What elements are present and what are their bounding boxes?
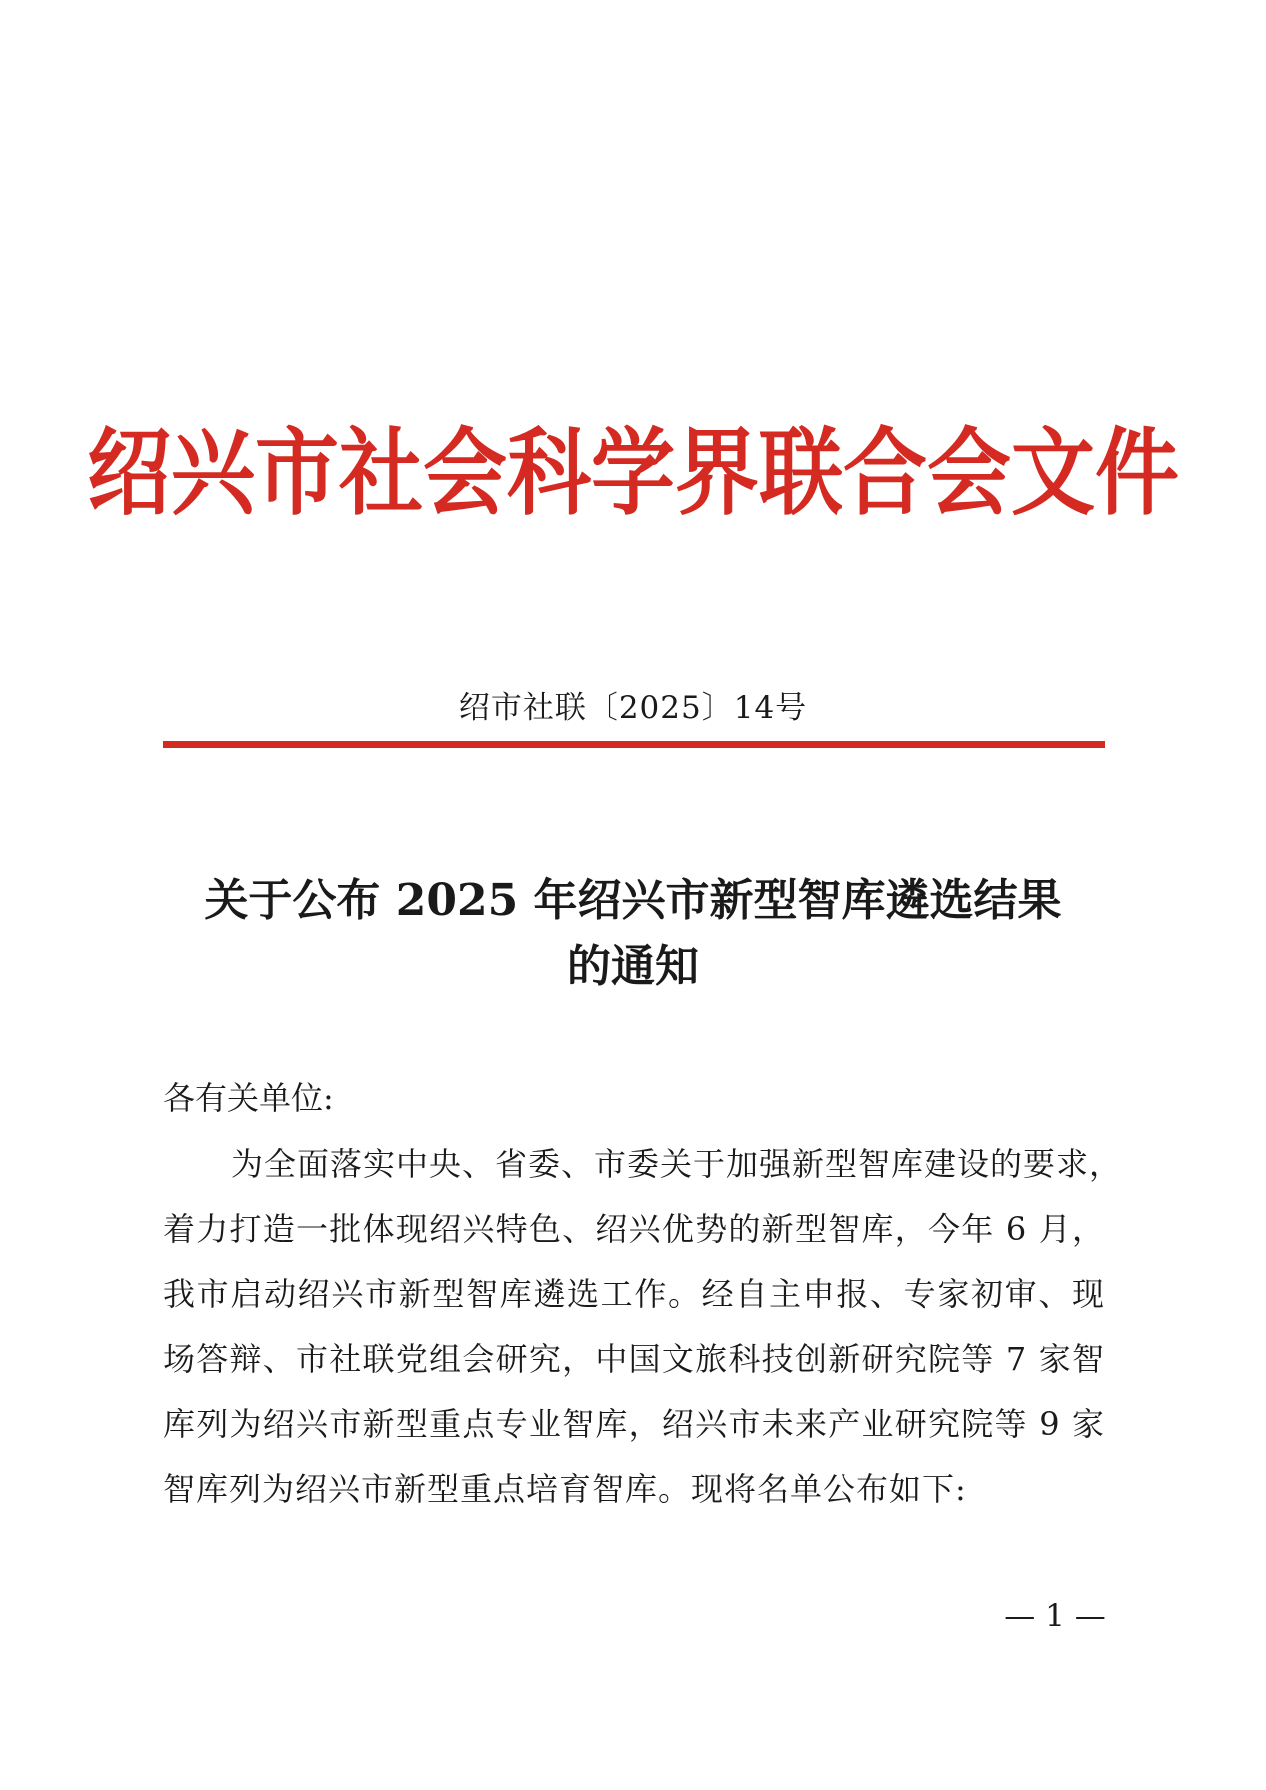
body-line: 为全面落实中央、省委、市委关于加强新型智库建设的要求， xyxy=(231,1145,1123,1183)
body-line: 库列为绍兴市新型重点专业智库，绍兴市未来产业研究院等 9 家 xyxy=(163,1405,1105,1443)
notice-title-line-1: 关于公布 2025 年绍兴市新型智库遴选结果 xyxy=(204,875,1062,926)
body-line: 着力打造一批体现绍兴特色、绍兴优势的新型智库，今年 6 月， xyxy=(163,1210,1105,1248)
page-number: — 1 — xyxy=(1004,1598,1106,1634)
body-line: 场答辩、市社联党组会研究，中国文旅科技创新研究院等 7 家智 xyxy=(163,1340,1105,1378)
red-divider-line xyxy=(163,741,1105,748)
document-number: 绍市社联〔2025〕14号 xyxy=(458,690,808,726)
notice-title-line-2: 的通知 xyxy=(567,941,699,992)
salutation: 各有关单位: xyxy=(163,1079,334,1117)
body-line: 我市启动绍兴市新型智库遴选工作。经自主申报、专家初审、现 xyxy=(163,1275,1105,1313)
masthead-title: 绍兴市社会科学界联合会文件 xyxy=(86,417,1179,528)
body-line: 智库列为绍兴市新型重点培育智库。现将名单公布如下: xyxy=(163,1470,967,1508)
notice-title xyxy=(120,868,1146,1000)
body-paragraph xyxy=(163,1142,1123,1532)
